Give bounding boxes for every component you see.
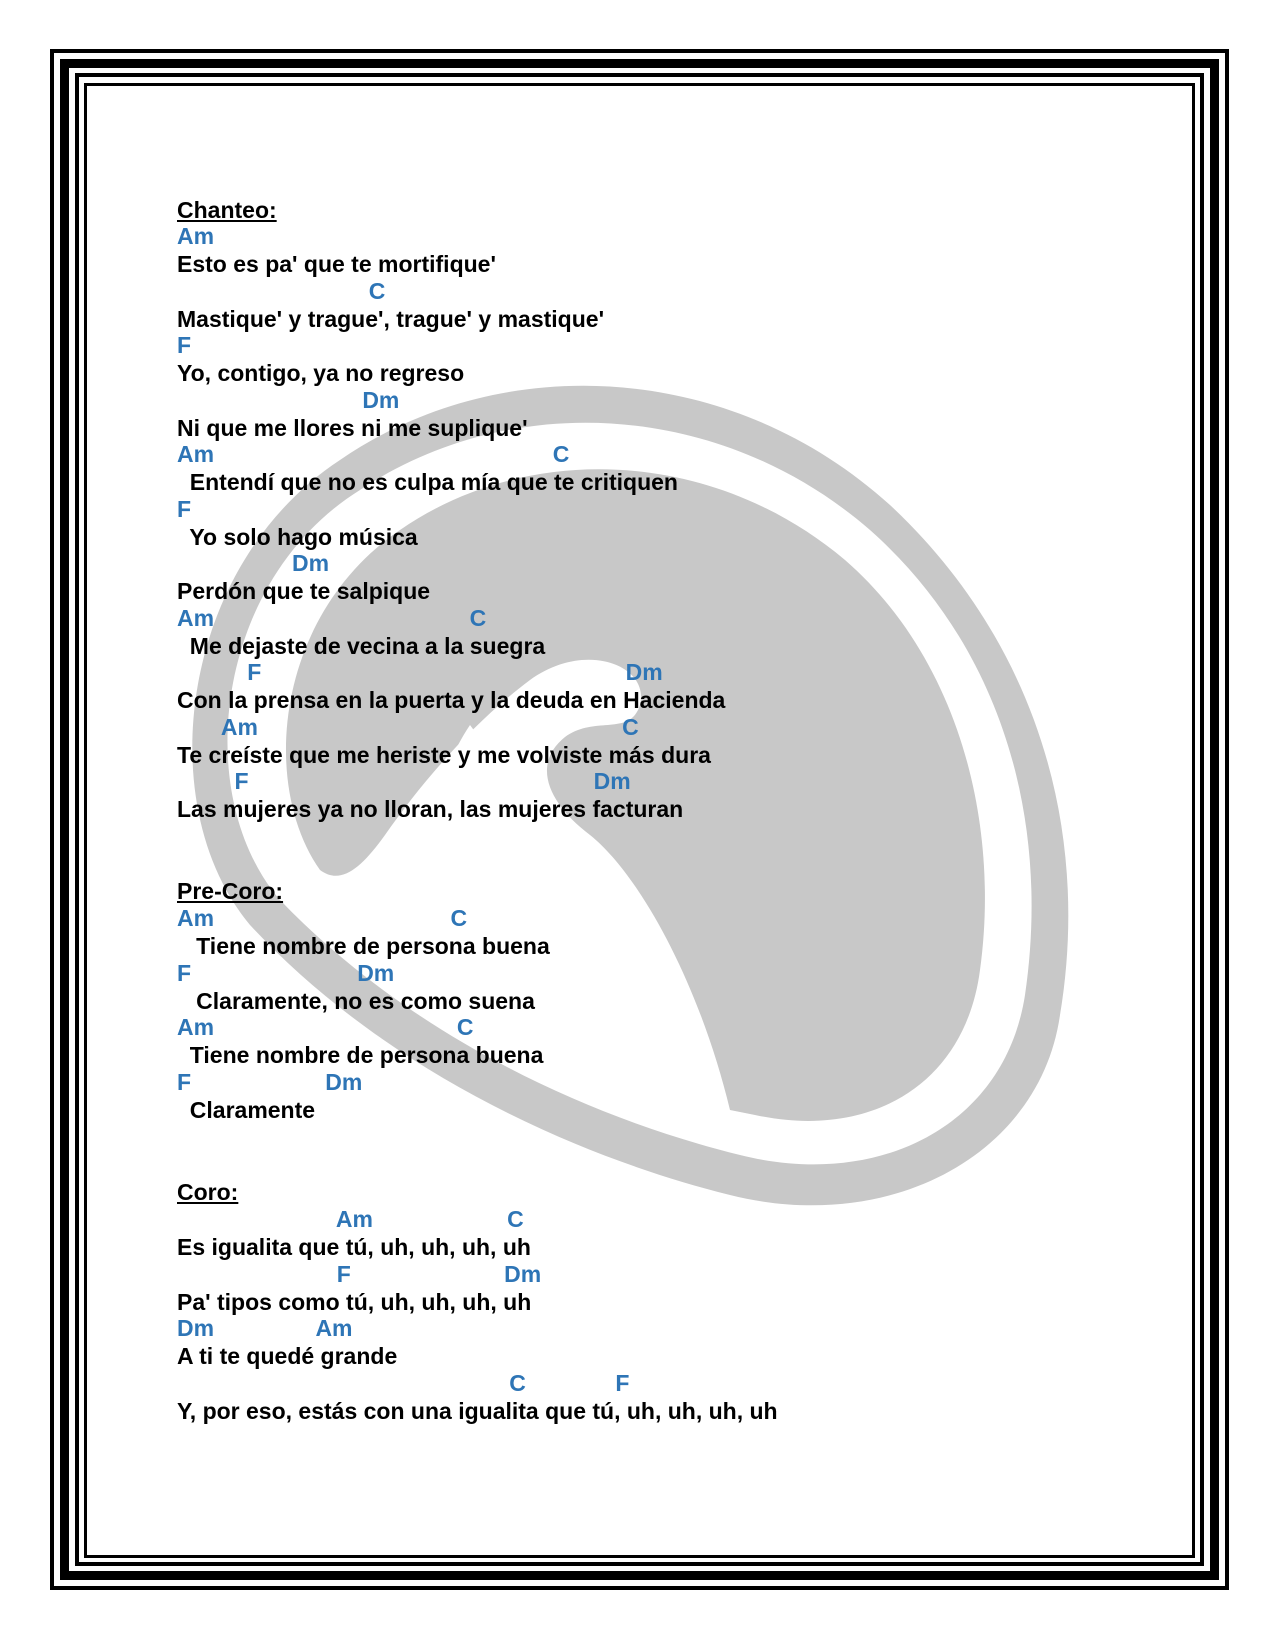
section-heading-chanteo: Chanteo: xyxy=(177,197,277,223)
lyric-line: Tiene nombre de persona buena xyxy=(177,933,550,959)
chord-line: C xyxy=(177,278,386,304)
lyric-line: Claramente, no es como suena xyxy=(177,988,535,1014)
chord-line: F xyxy=(177,332,192,358)
lyric-line: Entendí que no es culpa mía que te critiquen xyxy=(177,469,678,495)
lyric-line: Yo, contigo, ya no regreso xyxy=(177,360,465,386)
lyric-line: Tiene nombre de persona buena xyxy=(177,1042,544,1068)
lyric-line: Me dejaste de vecina a la suegra xyxy=(177,633,546,659)
lyric-line: Y, por eso, estás con una igualita que tú, uh, uh, uh, uh xyxy=(177,1398,778,1424)
chord-line: Am C xyxy=(177,605,487,631)
lyric-line: A ti te quedé grande xyxy=(177,1343,398,1369)
chord-line: Am C xyxy=(177,714,639,740)
chord-line: C F xyxy=(177,1370,630,1396)
lyric-line: Pa' tipos como tú, uh, uh, uh, uh xyxy=(177,1289,532,1315)
chord-line: F Dm xyxy=(177,1069,363,1095)
lyric-line: Perdón que te salpique xyxy=(177,578,431,604)
lyric-line: Te creíste que me heriste y me volviste más dura xyxy=(177,742,711,768)
chord-line: Dm Am xyxy=(177,1315,353,1341)
chord-line: F Dm xyxy=(177,1261,542,1287)
chord-line: Am C xyxy=(177,1206,524,1232)
lyric-line: Es igualita que tú, uh, uh, uh, uh xyxy=(177,1234,531,1260)
lyric-line: Ni que me llores ni me suplique' xyxy=(177,415,528,441)
section-heading-pre-coro: Pre-Coro: xyxy=(177,878,284,904)
chord-line: Am C xyxy=(177,905,468,931)
lyric-line: Las mujeres ya no lloran, las mujeres facturan xyxy=(177,796,684,822)
chord-line: F xyxy=(177,496,192,522)
chord-line: F Dm xyxy=(177,659,663,685)
lyric-line: Con la prensa en la puerta y la deuda en Hacienda xyxy=(177,687,726,713)
chord-line: Am C xyxy=(177,1014,474,1040)
chord-line: F Dm xyxy=(177,960,395,986)
chord-line: Am C xyxy=(177,441,570,467)
lyric-line: Mastique' y trague', trague' y mastique' xyxy=(177,306,605,332)
chord-line: Am xyxy=(177,223,215,249)
chord-line: Dm xyxy=(177,387,400,413)
lyric-line: Claramente xyxy=(177,1097,316,1123)
section-heading-coro: Coro: xyxy=(177,1179,239,1205)
lyric-line: Yo solo hago música xyxy=(177,524,418,550)
chord-line: F Dm xyxy=(177,768,631,794)
lyric-line: Esto es pa' que te mortifique' xyxy=(177,251,496,277)
chord-line: Dm xyxy=(177,550,330,576)
